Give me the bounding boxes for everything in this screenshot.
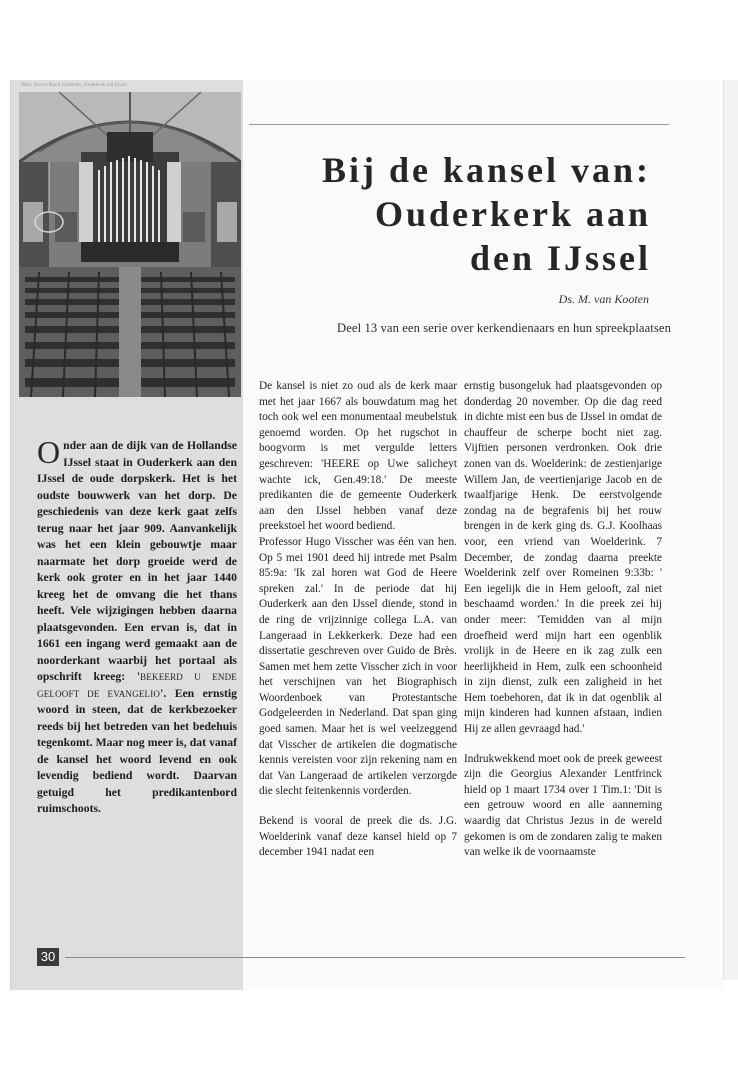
magazine-page (10, 80, 723, 990)
title-line-1: Bij de kansel van: (321, 150, 651, 190)
church-interior-photo (19, 92, 241, 397)
intro-text (37, 434, 237, 818)
title-line-2: Ouderkerk aan (374, 194, 651, 234)
inscription-caps: BEKEERD U ENDE GELOOFT DE EVANGELIO (37, 672, 237, 699)
paragraph: Professor Hugo Visscher was één van hen. Op 5 mei 1901 deed hij intrede met Psalm 85:9a: 'Ik zal horen wat God de Heere spreken zal.' In de periode dat hij Ouderkerk aan den IJssel diende, stond in de ring de vrijzinnige collega L.A. van Langeraad in Lekkerkerk. Deze had een dissertatie geschreven over Guido de Brès. Samen met hem zette Visscher zich in voor het verschijnen van het Biographisch Woordenboek van Protestantsche Godgeleerden in Nederland. Dat span ging goed samen. Maar het is wel veelzeggend dat Visscher de artikelen die dogmatische kennis vereisten voor zijn rekening nam en dat Van Langeraad de artikelen verzorgde die slecht feitenkennis vorderden. (259, 535, 457, 798)
paragraph: ernstig busongeluk had plaatsgevonden op donderdag 20 november. Op die dag reed in dichte mist een bus de IJssel in omdat de chauffeur de scherpe bocht niet zag. Vijftien personen verdronken. Ook drie zonen van ds. Woelderink: de zestienjarige Willem Jan, de veertienjarige Jacob en de twaalfjarige Henk. De eerstvolgende zondag na de begrafenis bij het rouw brengen in de kerk ging ds. G.J. Koolhaas voor, een vriend van Woelderink. 7 December, de zondag daarna preekte Woelderink zelf over Romeinen 9:33b: ' Een iegelijk die in Hem gelooft, zal niet beschaamd worden.' In die preek zei hij onder meer: 'Temidden van al mijn droefheid werd mijn hart een ogenblik vrolijk in de Heere en ik zag zulk een heerlijkheid in Hem, zulk een schoonheid in zijn dienst, zulk een zaligheid in het Hem toebehoren, dat ik in dat ogenblik al mijn kinderen had kunnen afstaan, indien Hij ze allen gevraagd had.' (464, 380, 662, 736)
title-line-3: den IJssel (469, 238, 651, 278)
paragraph: Bekend is vooral de preek die ds. J.G. Woelderink vanaf deze kansel hield op 7 december 1941 nadat een (259, 815, 457, 859)
paragraph: Indrukwekkend moet ook de preek geweest zijn die Georgius Alexander Lentfrinck hield op 1 maart 1734 over 1 Tim.1: 'Dit is een getrouw woord en alle aanneming waardig dat Christus Jezus in de wereld gekomen is om de zondaren zalig te maken van welke ik de voornaamste (464, 752, 662, 859)
adjacent-page-edge (723, 80, 738, 980)
drop-cap: O (37, 434, 61, 470)
header-rule (249, 124, 669, 125)
body-column-1 (259, 379, 457, 861)
footer-rule (65, 957, 685, 958)
photo-credit: Med. Hoyer Bach Centrum, Oudekerk a/d IJssel (21, 82, 128, 88)
intro-body: nder aan de dijk van de Hollandse IJssel staat in Ouderkerk aan den IJssel de oude dorpskerk. Het is het oudste bouwwerk van het dorp. De geschiedenis van deze kerk gaat zelfs terug naar het jaar 909. Aanvankelijk was het een klein gebouwtje maar naarmate het dorp groeide werd de kerk ook groter en in het jaar 1440 kreeg het de omvang die het thans heeft. Vele wijzigingen hebben daarna plaatsgevonden. Een ervan is, dat in 1661 een ingang werd gemaakt aan de noorderkant waarbij het portaal als opschrift kreeg: ' (37, 439, 237, 683)
paragraph: De kansel is niet zo oud als de kerk maar met het jaar 1667 als bouwdatum mag het toch ook wel een monumentaal meubelstuk genoemd worden. Op het rugschot in boogvorm is met vergulde letters geschreven: 'HEERE op Uwe salicheyt wachte ick, Gen.49:18.' De meeste predikanten die de gemeente Ouderkerk aan den IJssel hebben vanaf deze preekstoel het woord bediend. (259, 380, 457, 533)
series-subtitle: Deel 13 van een serie over kerkendienaars en hun spreekplaatsen (337, 321, 671, 335)
author-byline: Ds. M. van Kooten (558, 292, 649, 306)
church-interior-image (19, 92, 241, 397)
body-column-2 (464, 379, 662, 861)
left-panel (11, 80, 243, 990)
intro-body-end: '. Een ernstig woord in steen, dat de kerkbezoeker reeds bij het betreden van het bedehuis tegenkomt. Maar nog meer is, dat vanaf de kansel het woord levend en ook levendig bediend wordt. Daarvan getuigd het predikantenbord ruimschoots. (37, 686, 237, 815)
page-number: 30 (37, 948, 59, 966)
article-title (251, 148, 651, 280)
